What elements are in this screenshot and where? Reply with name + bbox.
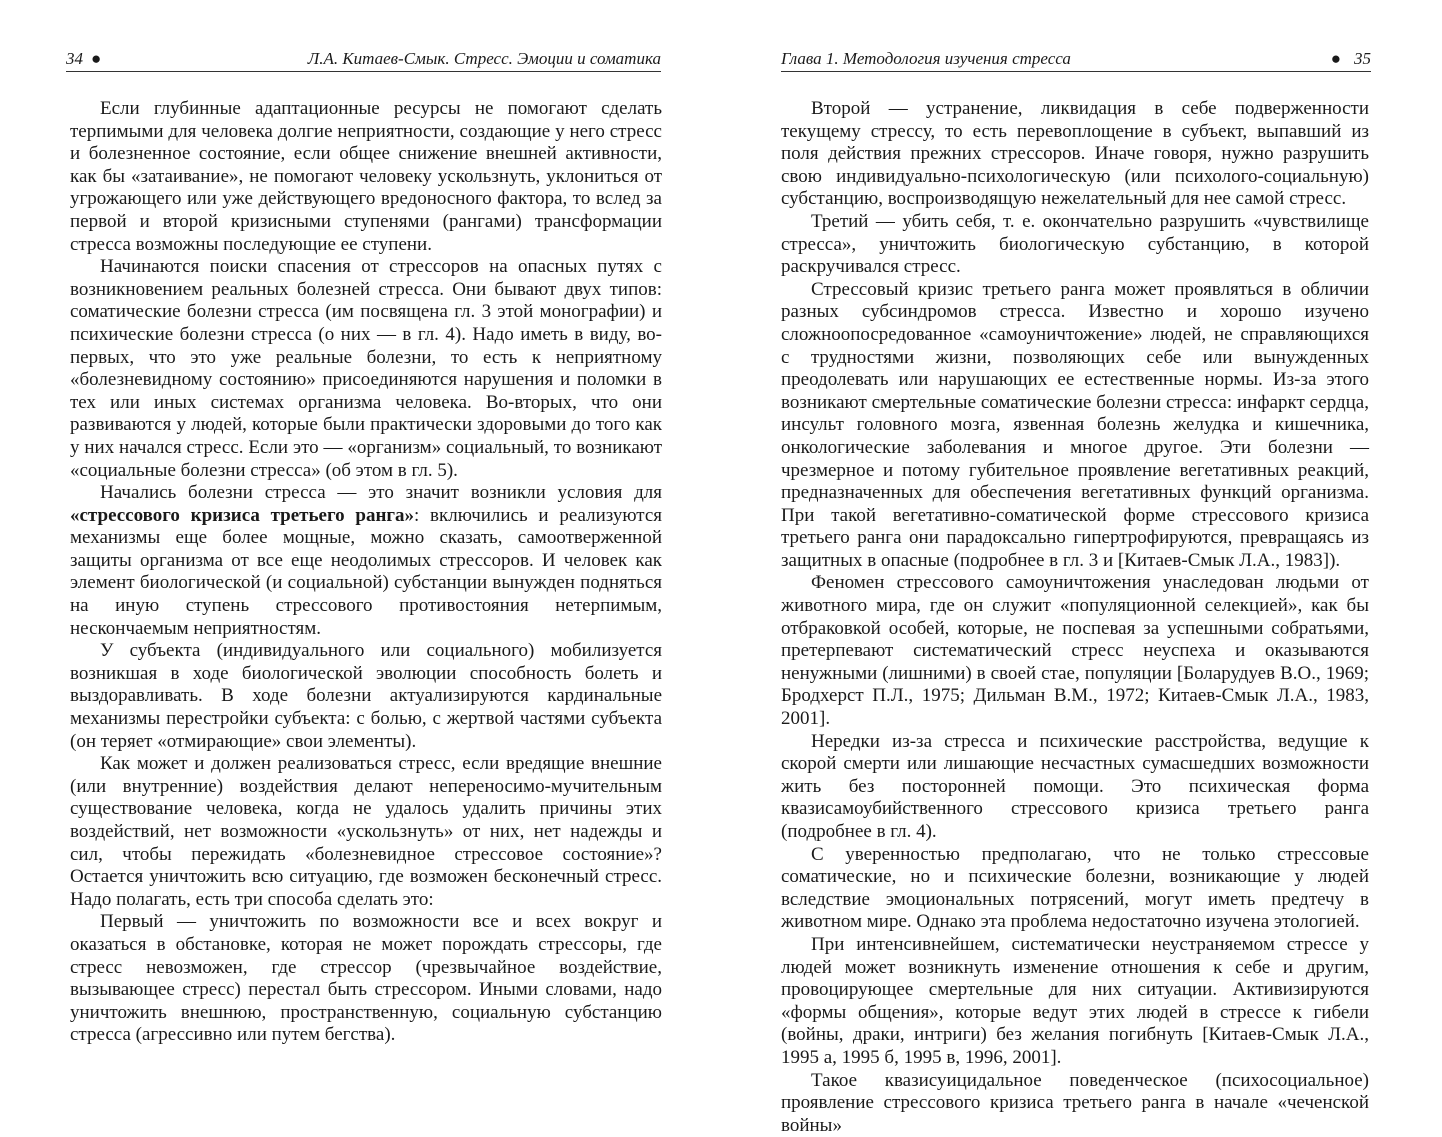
right-page-number: 35 — [1354, 49, 1371, 68]
bold-term: «стрессового кризиса третьего ранга» — [70, 504, 415, 526]
bullet-dot-icon: ● — [1330, 49, 1341, 68]
bullet-dot-icon: ● — [91, 49, 102, 68]
paragraph: Как может и должен реализоваться стресс, если вредящие внешние (или внутренние) воздействия делают непереносимо-мучительным существование человека, когда не удалось удалить причины этих воздействий, нет возможности «ускользнуть» от них, нет надежды и сил, чтобы пережидать «болезневидное стрессовое состояние»? Остается уничтожить всю ситуацию, где возможен бесконечный стресс. Надо полагать, есть три способа сделать это: — [70, 753, 662, 910]
paragraph — [70, 482, 662, 640]
left-page-number: 34 — [66, 49, 83, 68]
paragraph: Если глубинные адаптационные ресурсы не помогают сделать терпимыми для человека долгие неприятности, создающие у него стресс и болезненное состояние, если общее снижение внешней активности, как бы «затаивание», не помогают человеку ускользнуть, уклониться от угрожающего или уже действующего вредоносного фактора, то вслед за первой и второй кризисными ступенями (рангами) трансформации стресса возможны последующие ее ступени. — [70, 98, 662, 255]
paragraph: Начинаются поиски спасения от стрессоров на опасных путях с возникновением реальных болезней стресса. Они бывают двух типов: соматические болезни стресса (им посвящена гл. 3 этой монографии) и психические болезни стресса (о них — в гл. 4). Надо иметь в виду, во-первых, что это уже реальные болезни, то есть к неприятному «болезневидному состоянию» присоединяются нарушения и поломки в тех или иных системах организма человека. Во-вторых, что они развиваются у людей, которые были практически здоровыми до того как у них начался стресс. Если это — «организм» социальный, то возникают «социальные болезни стресса» (об этом в гл. 5). — [70, 256, 662, 481]
paragraph: Такое квазисуицидальное поведенческое (психосоциальное) проявление стрессового кризиса третьего ранга в начале «чеченской войны» — [781, 1069, 1369, 1136]
paragraph: Второй — устранение, ликвидация в себе подверженности текущему стрессу, то есть перевоплощение в субъект, выпавший из поля действия прежних стрессоров. Иначе говоря, нужно разрушить свою индивидуально-психологическую (или психолого-социальную) субстанцию, воспроизводящую нежелательный для нее самой стресс. — [781, 98, 1369, 210]
paragraph: Феномен стрессового самоуничтожения унаследован людьми от животного мира, где он служит «популяционной селекцией», как бы отбраковкой особей, которые, не поспевая за успешными собратьями, претерпевают систематический стресс неуспеха и оказываются ненужными (лишними) в своей стае, популяции [Боларудуев В.О., 1969; Бродхерст П.Л., 1975; Дильман В.М., 1972; Китаев-Смык Л.А., 1983, 2001]. — [781, 572, 1369, 730]
right-running-title: Глава 1. Методология изучения стресса — [781, 49, 1071, 68]
paragraph-text: Начались болезни стресса — это значит возникли условия для — [100, 482, 662, 504]
right-running-head — [781, 46, 1371, 72]
left-page — [0, 0, 721, 1080]
paragraph-text: : включились и реализуются механизмы еще более мощные, можно сказать, самоотверженной защиты организма от все еще неодолимых стрессоров. И человек как элемент биологической (и социальной) субстанции вынужден подняться на иную ступень стрессового противостояния нетерпимым, нескончаемым неприятностям. — [70, 504, 663, 639]
left-running-title: Л.А. Китаев-Смык. Стресс. Эмоции и соматика — [307, 49, 661, 68]
paragraph: Нередки из-за стресса и психические расстройства, ведущие к скорой смерти или лишающие несчастных сумасшедших возможности жить без посторонней помощи. Это психическая форма квазисамоубийственного стрессового кризиса третьего ранга (подробнее в гл. 4). — [781, 730, 1369, 842]
header-rule — [66, 71, 661, 72]
header-rule — [781, 71, 1371, 72]
right-page — [721, 0, 1442, 1136]
paragraph: При интенсивнейшем, систематически неустраняемом стрессе у людей может возникнуть изменение отношения к себе и другим, провоцирующее смертельные для них ситуации. Активизируются «формы общения», которые ведут этих людей в стрессе к гибели (войны, драки, интриги) без желания погибнуть [Китаев-Смык Л.А., 1995 а, 1995 б, 1995 в, 1996, 2001]. — [781, 933, 1369, 1068]
paragraph: С уверенностью предполагаю, что не только стрессовые соматические, но и психические болезни, возникающие у людей вследствие эмоциональных потрясений, могут иметь предтечу в животном мире. Однако эта проблема недостаточно изучена этологией. — [781, 843, 1369, 933]
paragraph: Первый — уничтожить по возможности все и всех вокруг и оказаться в обстановке, которая не может порождать стрессоры, где стресс невозможен, где стрессор (чрезвычайное воздействие, вызывающее стресс) перестал быть стрессором. Иными словами, надо уничтожить внешнюю, пространственную, социальную субстанцию стресса (агрессивно или путем бегства). — [70, 911, 662, 1046]
paragraph: Стрессовый кризис третьего ранга может проявляться в обличии разных субсиндромов стресса. Известно и хорошо изучено сложноопосредованное «самоуничтожение» людей, не справляющихся с трудностями жизни, позволяющих себе или вынужденных преодолевать или нарушающих ее естественные нормы. Из-за этого возникают смертельные соматические болезни стресса: инфаркт сердца, инсульт головного мозга, язвенная болезнь желудка и кишечника, онкологические заболевания и многое другое. Эти болезни — чрезмерное и потому губительное проявление вегетативных реакций, предназначенных для обеспечения вегетативных функций организма. При такой вегетативно-соматической форме стрессового кризиса третьего ранга они парадоксально гипертрофируются, превращаясь из защитных в опасные (подробнее в гл. 3 и [Китаев-Смык Л.А., 1983]). — [781, 278, 1369, 571]
paragraph: У субъекта (индивидуального или социального) мобилизуется возникшая в ходе биологической эволюции способность болеть и выздоравливать. В ходе болезни актуализируются кардинальные механизмы перестройки субъекта: с болью, с жертвой частями субъекта (он теряет «отмирающие» свои элементы). — [70, 640, 662, 752]
right-body-text — [781, 98, 1369, 1137]
paragraph: Третий — убить себя, т. е. окончательно разрушить «чувствилище стресса», уничтожить биологическую субстанцию, в которой раскручивался стресс. — [781, 210, 1369, 278]
left-running-head — [66, 46, 661, 72]
left-body-text — [70, 98, 662, 1047]
